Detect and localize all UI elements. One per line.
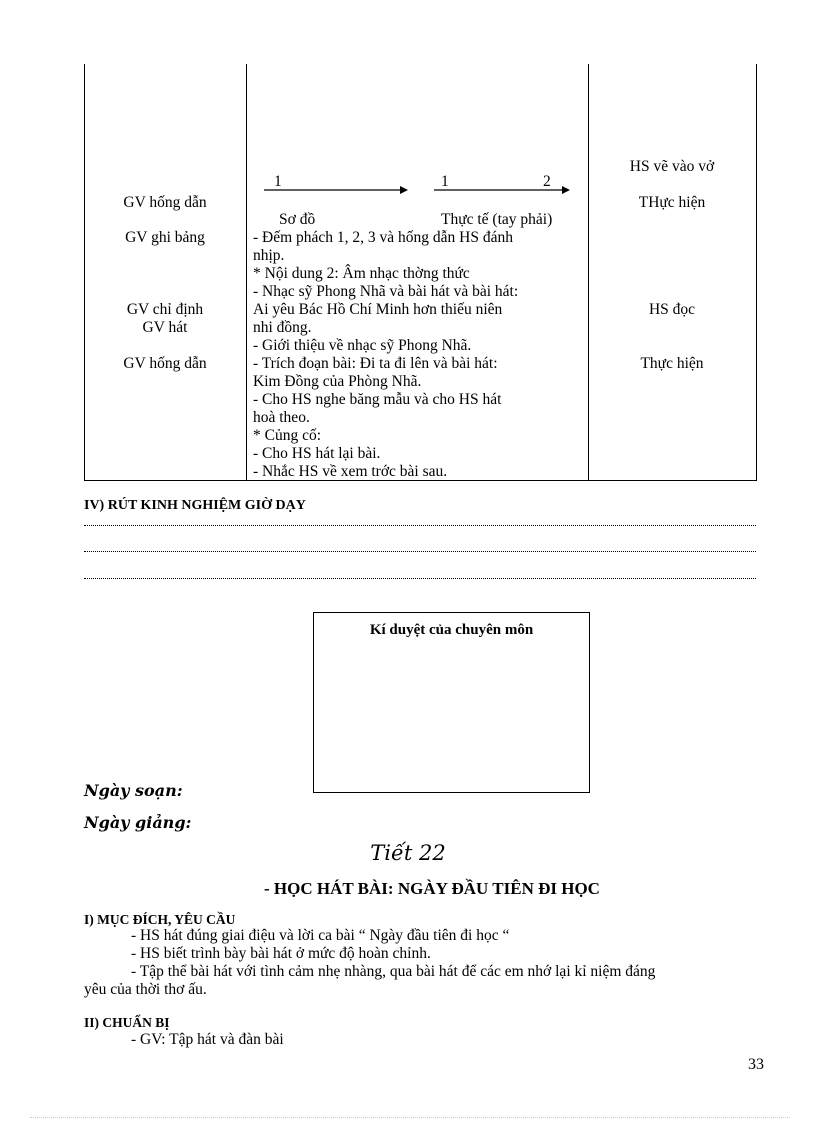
table-divider-2 (588, 64, 589, 481)
date-teach: Ngày giảng: (84, 813, 192, 832)
page-number: 33 (748, 1056, 764, 1073)
teacher-activity-1: GV hống dẫn (123, 194, 207, 211)
approval-title: Kí duyệt của chuyên môn (369, 622, 534, 638)
section-ii-heading: II) CHUẨN BỊ (84, 1015, 170, 1030)
content-line: Kim Đồng của Phòng Nhã. (253, 373, 422, 390)
dotted-line (84, 550, 756, 552)
teacher-activity-5: GV hống dẫn (123, 355, 207, 372)
section-i-item: yêu của thời thơ ấu. (84, 981, 207, 998)
table-divider-1 (246, 64, 247, 481)
section-i-item: - Tập thể bài hát với tình cảm nhẹ nhàng, qua bài hát để các em nhớ lại kỉ niệm đáng (131, 963, 656, 980)
content-line: - Nhắc HS về xem trớc bài sau. (253, 463, 448, 480)
teacher-activity-2: GV ghi bảng (125, 229, 205, 246)
student-activity-3: HS đọc (648, 301, 696, 318)
student-activity-1: HS vẽ vào vở (629, 158, 715, 175)
content-line: nhịp. (253, 247, 285, 264)
content-line: * Củng cố: (253, 427, 322, 444)
content-line: - Cho HS hát lại bài. (253, 445, 381, 462)
section-i-heading: I) MỤC ĐÍCH, YÊU CẦU (84, 912, 236, 927)
content-line: - Nhạc sỹ Phong Nhã và bài hát và bài hát: (253, 283, 519, 300)
content-line: hoà theo. (253, 409, 310, 426)
content-line: - Trích đoạn bài: Đi ta đi lên và bài hát: (253, 355, 498, 372)
diagram-label-left: Sơ đồ (279, 211, 316, 228)
content-line: nhi đồng. (253, 319, 312, 336)
section-iv-heading: IV) RÚT KINH NGHIỆM GIỜ DẠY (84, 498, 306, 513)
diagram-number-1: 1 (274, 173, 282, 190)
table-border-left (84, 64, 85, 481)
teacher-activity-4: GV hát (142, 319, 188, 336)
diagram-arrows (260, 182, 580, 198)
table-border-right (756, 64, 757, 481)
content-line: * Nội dung 2: Âm nhạc thờng thức (253, 265, 470, 282)
section-ii-item: - GV: Tập hát và đàn bài (131, 1031, 284, 1048)
page-bottom-border (30, 1117, 790, 1118)
content-column (253, 229, 581, 481)
student-activity-4: Thực hiện (640, 355, 704, 372)
dotted-line (84, 577, 756, 579)
content-line: - Cho HS nghe băng mẫu và cho HS hát (253, 391, 502, 408)
content-line: - Đếm phách 1, 2, 3 và hống dẫn HS đánh (253, 229, 514, 246)
date-prepare: Ngày soạn: (84, 781, 183, 800)
approval-box (313, 612, 590, 793)
arrow-head-icon (562, 186, 570, 194)
diagram-number-2: 1 (441, 173, 449, 190)
diagram-label-right: Thực tế (tay phải) (441, 211, 553, 228)
diagram-number-3: 2 (543, 173, 551, 190)
teacher-activity-3: GV chỉ định (126, 301, 204, 318)
content-line: - Giới thiệu về nhạc sỹ Phong Nhã. (253, 337, 472, 354)
lesson-title: - HỌC HÁT BÀI: NGÀY ĐẦU TIÊN ĐI HỌC (264, 879, 600, 898)
content-line: Ai yêu Bác Hồ Chí Minh hơn thiếu niên (253, 301, 503, 318)
dotted-line (84, 524, 756, 526)
section-i-item: - HS biết trình bày bài hát ở mức độ hoàn chỉnh. (131, 945, 431, 962)
lesson-number: Tiết 22 (370, 841, 446, 865)
student-activity-2: THực hiện (638, 194, 706, 211)
section-i-item: - HS hát đúng giai điệu và lời ca bài “ Ngày đầu tiên đi học “ (131, 927, 510, 944)
arrow-head-icon (400, 186, 408, 194)
